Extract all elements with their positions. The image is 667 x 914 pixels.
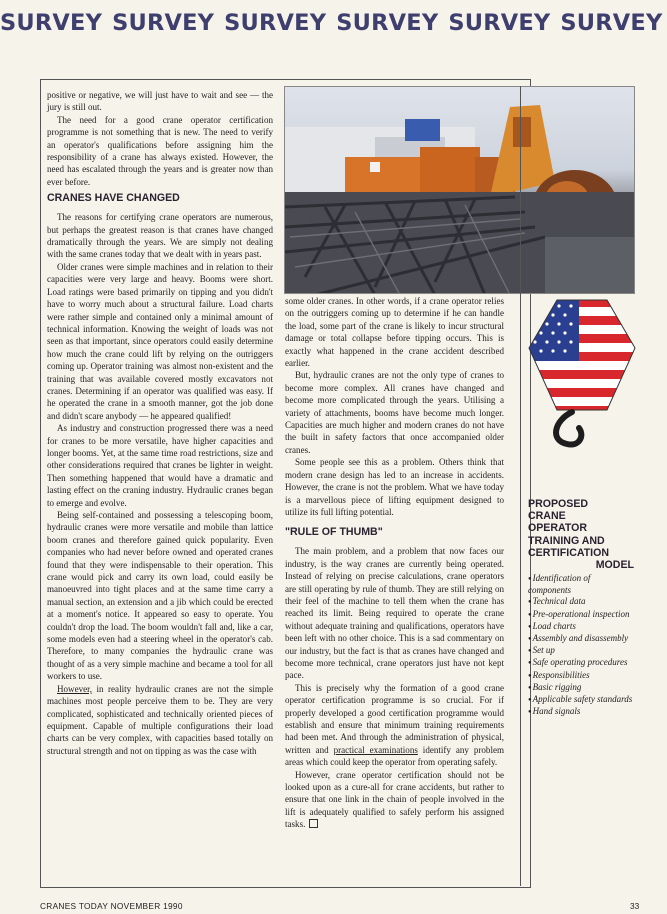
sidebar-title-line: PROPOSED <box>528 498 589 510</box>
footer-publication: CRANES TODAY NOVEMBER 1990 <box>40 901 183 911</box>
list-item: ● Applicable safety standards <box>528 694 634 706</box>
list-item: ● Identification of components <box>528 573 634 596</box>
section-heading: CRANES HAVE CHANGED <box>47 192 180 205</box>
sidebar-divider <box>520 86 635 886</box>
underlined-phrase: practical examinations <box>333 744 418 755</box>
sidebar-title-line: MODEL <box>595 559 634 572</box>
paragraph: As industry and construction progressed there was a need for cranes to be more versatile, have higher capacities and longer booms. Yet, at the same time road restrictions, size and other considerations required that cranes be lighter in weight. Then something happened that would have a dramatic and lasting effect on the craning industry. Hydraulic cranes began to emerge and evolve. <box>47 423 273 508</box>
left-column <box>47 89 273 757</box>
list-item: ● Pre-operational inspection <box>528 609 634 621</box>
paragraph-text: identify any problem areas which could keep the operator from operating safely. <box>285 744 505 768</box>
underlined-word: However, <box>57 683 93 694</box>
paragraph: But, hydraulic cranes are not the only type of cranes to become more complex. All cranes have changed and become more complicated through the years. Utilising a variety of attachments, booms have become much longer. Capacities are much higher and modern cranes do not have the built in safety factors that once accompanied older cranes. <box>285 370 504 455</box>
sidebar-title <box>528 498 634 571</box>
paragraph-text: However, crane operator certification should not be looked upon as a cure-all for crane accidents, but rather to ensure that one link in the chain of people involved in the lift is adequately qualified to safely perform his assigned tasks. <box>285 769 504 830</box>
paragraph: Being self-contained and possessing a telescoping boom, hydraulic cranes were more versatile and mobile than lattice boom cranes and therefore gained quick popularity. Even companies who had never before owned and operated cranes found that they were indispensable to their operation. This crane would pick and carry its own load, could easily be manoeuvred into tight places and at the same time carry a manual section, an extension and a jib which could be erected at a moment's notice. It appeared so easy to operate. You couldn't drop the load. The boom wouldn't fall and, like a car, some models even had a steering wheel in the operator's cab. Therefore, to many companies the hydraulic crane was thought of as a very simple machine and became a tool for all workers to use. <box>47 510 273 682</box>
paragraph-text: in reality hydraulic cranes are not the simple machines most people perceive them to be. They are very complicated, sophisticated and technically oriented pieces of equipment. Capable of multiple configurations their load charts can be very complex, with capacities based totally on structural strength and not on tipping as was the case with <box>47 683 273 756</box>
banner-word: SURVEY <box>448 10 551 36</box>
banner-word: SURVEY <box>112 10 215 36</box>
paragraph <box>285 769 504 831</box>
page-number: 33 <box>630 901 640 911</box>
sidebar-title-line: TRAINING AND <box>528 534 605 547</box>
list-item: ● Responsibilities <box>528 670 634 682</box>
survey-banner <box>0 10 667 44</box>
sidebar-title-line: CERTIFICATION <box>528 546 610 559</box>
banner-word: SURVEY <box>336 10 439 36</box>
paragraph: The main problem, and a problem that now faces our industry, is the way cranes are currently being operated. Instead of relying on precise calculations, crane operators are still operating by rule of thumb. They are still relying on their feel of the machine to tell them when the crane has reached its limit. Being required to operate the crane without adequate training and qualifications, operators have been left with no other choice. This is a sad commentary on our industry, but the fact is that as cranes have changed and become more technical, crane operators just have not kept pace. <box>285 546 504 681</box>
paragraph: positive or negative, we will just have to wait and see — the jury is still out. <box>47 90 273 113</box>
list-item: ● Set up <box>528 645 634 657</box>
middle-column <box>285 295 504 831</box>
list-item: ● Technical data <box>528 596 634 608</box>
list-item: ● Assembly and disassembly <box>528 633 634 645</box>
sidebar-title-line: OPERATOR <box>528 522 588 535</box>
list-item: ● Hand signals <box>528 706 634 718</box>
paragraph <box>47 683 273 757</box>
paragraph: Some people see this as a problem. Others think that modern crane design has led to an increase in accidents. However, the crane is not the problem. What we have today is a marvellous piece of lifting equipment designed to utilize its full lifting potential. <box>285 457 504 517</box>
banner-word: SURVEY <box>0 10 103 36</box>
training-model-list <box>528 573 634 718</box>
paragraph-text: This is precisely why the formation of a good crane operator certification programme is so crucial. For if properly developed a good certification programme would establish and ensure that minimum training requirements had been met. And through the administration of physical, written and <box>285 682 504 755</box>
end-of-article-mark <box>309 819 318 828</box>
paragraph: Older cranes were simple machines and in relation to their capacities were very large and heavy. Booms were short. Load ratings were based primarily on tipping and you didn't have to worry much about a structural failure. Load charts were rather simple and contained only a minimal amount of technical information. Knowing the weight of loads was not seen as that important, since operators could easily determine how much the crane could lift by relying on the outriggers coming up. Operator training was almost non-existent and the training that was available covered mostly excavators not cranes. Determining if an operator was qualified was easy. If he operated the crane in a smooth manner, got the job done and didn't scare anybody — he appeared qualified! <box>47 261 273 421</box>
banner-word: SURVEY <box>224 10 327 36</box>
section-heading: "RULE OF THUMB" <box>285 526 383 539</box>
paragraph <box>285 682 504 769</box>
paragraph: The reasons for certifying crane operators are numerous, but perhaps the greatest reason is that cranes have changed dramatically through the years. We are simply not dealing with the same cranes today that we dealt with in years past. <box>47 212 273 260</box>
paragraph: some older cranes. In other words, if a crane operator relies on the outriggers coming up to determine if he can handle the load, some part of the crane is likely to incur structural damage or total collapse before tipping occurs. This is exactly what happened in the crane accident described earlier. <box>285 296 504 369</box>
sidebar-title-line: CRANE <box>528 510 566 523</box>
paragraph: The need for a good crane operator certification programme is not something that is new. The need to verify an operator's qualifications before assigning him the responsibility of a crane has always existed. However, the need has escalated through the years and is greater now than ever before. <box>47 114 273 187</box>
list-item: ● Load charts <box>528 621 634 633</box>
list-item: ● Safe operating procedures <box>528 657 634 669</box>
banner-word: SURVEY <box>560 10 663 36</box>
flag-crane-hook-icon <box>527 298 637 448</box>
list-item: ● Basic rigging <box>528 682 634 694</box>
